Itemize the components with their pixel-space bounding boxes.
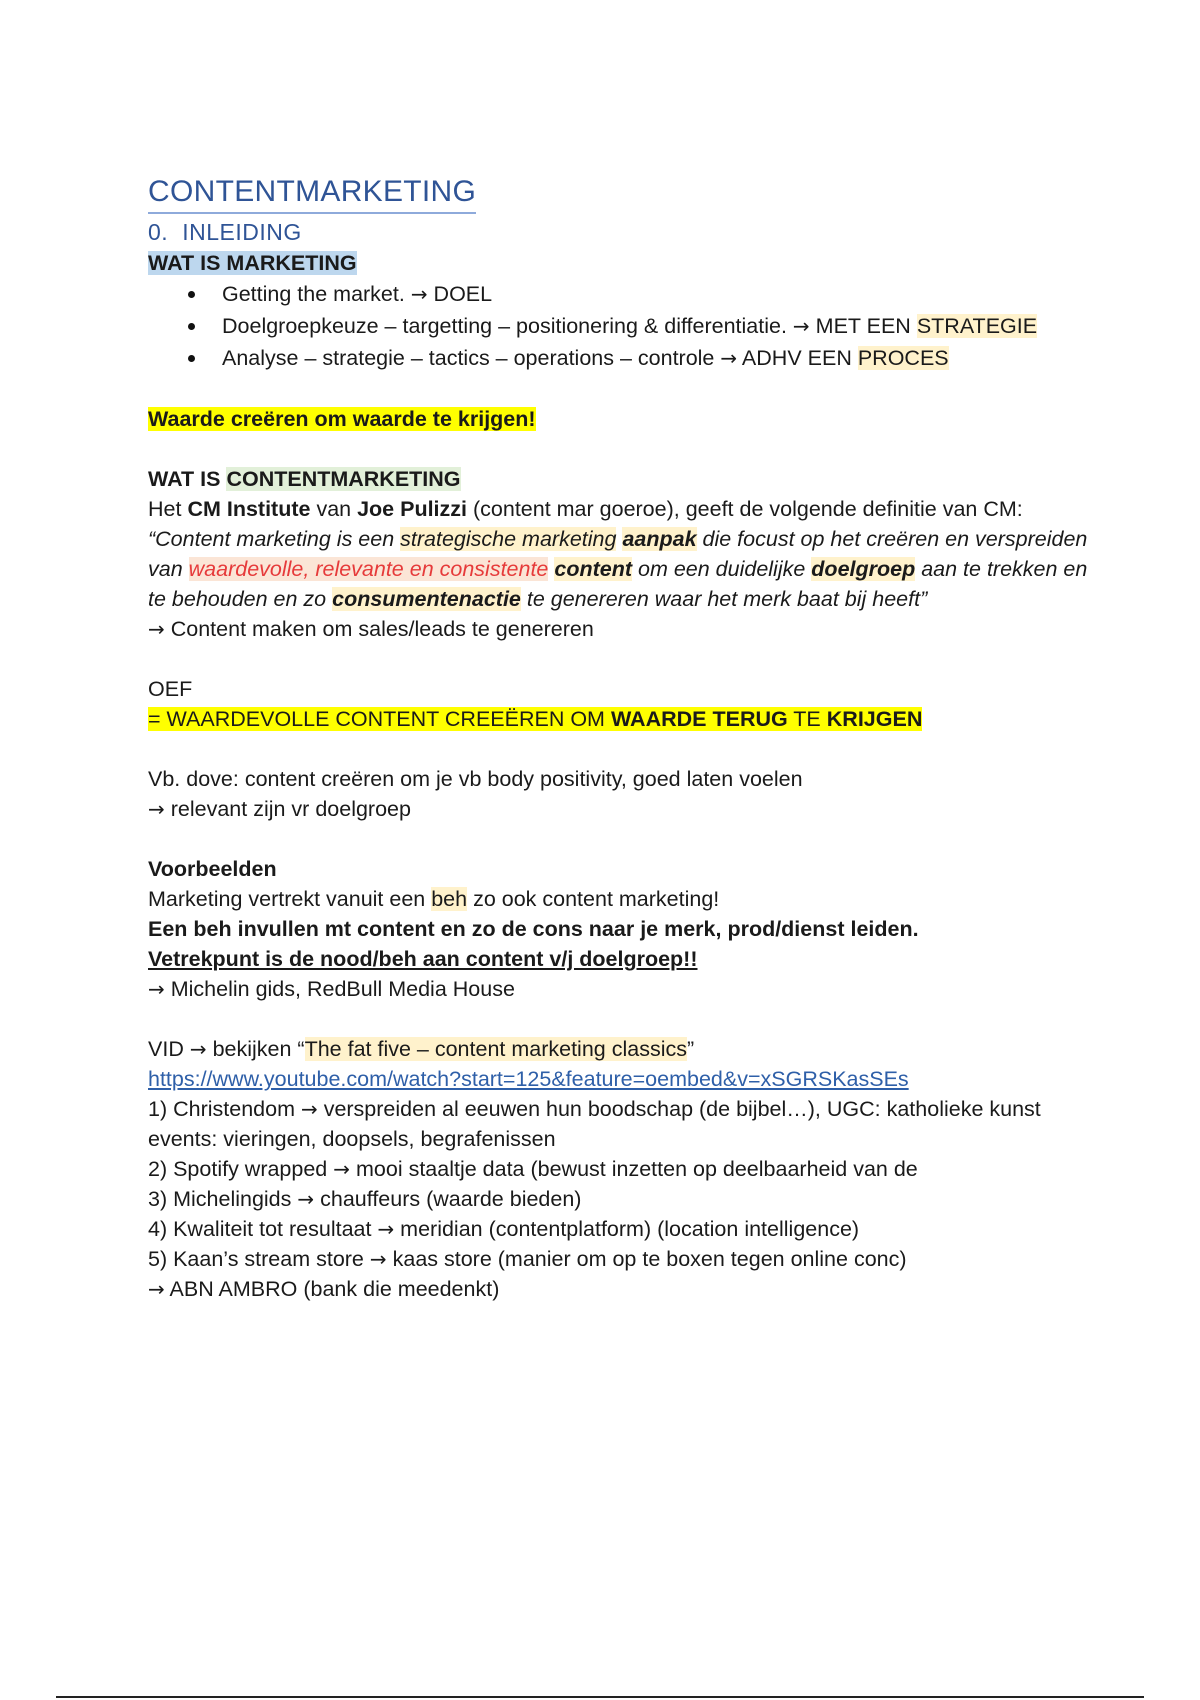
bullet-tail: DOEL — [427, 282, 493, 306]
vid-title-highlight: The fat five – content marketing classics — [304, 1037, 687, 1061]
arrow-icon: → — [377, 1217, 395, 1241]
intro-text: (content mar goeroe), geeft de volgende definitie van CM: — [467, 497, 1023, 521]
oef-text: TE — [787, 707, 827, 731]
arrow-icon: → — [297, 1187, 315, 1211]
quote-text: om een duidelijke — [632, 557, 812, 581]
item-label: 2) Spotify wrapped — [148, 1157, 334, 1181]
marketing-heading-text: WAT IS MARKETING — [148, 251, 357, 275]
vid-text: ” — [687, 1037, 695, 1061]
quote-highlight: content — [554, 557, 633, 581]
arrow-icon: → — [148, 977, 165, 1001]
quote-text: te genereren waar het merk baat bij heeft” — [520, 587, 928, 611]
examples-brands — [148, 974, 1098, 1004]
quote-highlight: aanpak — [622, 527, 697, 551]
intro-bold: Joe Pulizzi — [357, 497, 468, 521]
quote-text: aan te trekken en te behouden en zo — [148, 557, 1088, 611]
vid-text: bekijken “ — [206, 1037, 305, 1061]
arrow-icon: → — [792, 314, 810, 338]
item-label: 3) Michelingids — [148, 1187, 298, 1211]
list-item — [148, 1094, 1098, 1154]
arrow-icon: → — [333, 1157, 351, 1181]
item-label: 1) Christendom — [148, 1097, 301, 1121]
intro-text: Het — [148, 497, 188, 521]
arrow-icon: → — [410, 282, 428, 306]
quote-text: “Content marketing is een — [148, 527, 401, 551]
examples-brands-text: Michelin gids, RedBull Media House — [164, 977, 515, 1001]
arrow-icon: → — [720, 346, 738, 370]
examples-text: zo ook content marketing! — [467, 887, 720, 911]
cm-heading-pre: WAT IS — [148, 467, 227, 491]
oef-bold: WAARDE TERUG — [610, 707, 788, 731]
list-item — [148, 310, 1098, 342]
vid-line — [148, 1034, 1098, 1064]
arrow-icon: → — [369, 1247, 387, 1271]
cm-definition-quote — [148, 524, 1098, 614]
list-item — [148, 1184, 1098, 1214]
bullet-text: Analyse – strategie – tactics – operations – controle — [222, 346, 721, 370]
item-text: mooi staaltje data (bewust inzetten op deelbaarheid van de — [350, 1157, 918, 1181]
tagline-text: Waarde creëren om waarde te krijgen! — [148, 407, 536, 431]
list-item — [148, 1244, 1098, 1274]
item-label: 5) Kaan’s stream store — [148, 1247, 370, 1271]
page-bottom-rule — [56, 1696, 1144, 1698]
examples-line-underlined — [148, 944, 1098, 974]
arrow-icon: → — [148, 617, 165, 641]
quote-red: waardevolle, relevante en consistente — [188, 557, 549, 581]
bullet-highlight: PROCES — [857, 346, 949, 370]
item-text: ABN AMBRO (bank die meedenkt) — [164, 1277, 500, 1301]
intro-text: van — [310, 497, 358, 521]
bullet-tail: MET EEN — [809, 314, 917, 338]
arrow-icon: → — [300, 1097, 318, 1121]
item-text: chauffeurs (waarde bieden) — [314, 1187, 582, 1211]
arrow-icon: → — [189, 1037, 207, 1061]
dove-result-text: relevant zijn vr doelgroep — [164, 797, 411, 821]
marketing-bullet-list — [148, 278, 1098, 374]
bullet-text: Doelgroepkeuze – targetting – positionering & differentiatie. — [222, 314, 793, 338]
arrow-icon: → — [148, 1277, 165, 1301]
cm-heading-highlight: CONTENTMARKETING — [226, 467, 461, 491]
examples-underline-text: Vetrekpunt is de nood/beh aan content v/j doelgroep!! — [148, 947, 698, 971]
item-text: meridian (contentplatform) (location intelligence) — [394, 1217, 860, 1241]
oef-text: = WAARDEVOLLE CONTENT CREEËREN OM — [148, 707, 611, 731]
youtube-link[interactable]: https://www.youtube.com/watch?start=125&feature=oembed&v=xSGRSKasSEs — [148, 1067, 909, 1091]
quote-highlight: doelgroep — [811, 557, 916, 581]
section-number: 0. — [148, 219, 169, 245]
document-page — [148, 172, 1098, 1304]
list-item — [148, 342, 1098, 374]
marketing-heading — [148, 248, 1098, 278]
video-link-line — [148, 1064, 1098, 1094]
bullet-text: Getting the market. — [222, 282, 411, 306]
arrow-icon: → — [148, 797, 165, 821]
document-title: CONTENTMARKETING — [148, 172, 476, 214]
item-text: kaas store (manier om op te boxen tegen online conc) — [386, 1247, 907, 1271]
intro-bold: CM Institute — [187, 497, 311, 521]
cm-result-text: Content maken om sales/leads te genereren — [164, 617, 594, 641]
list-item — [148, 1154, 1098, 1184]
item-text: verspreiden al eeuwen hun boodschap (de bijbel…), UGC: katholieke kunst events: vieringen, doopsels, begrafenissen — [148, 1097, 1041, 1151]
oef-statement — [148, 704, 1098, 734]
dove-result — [148, 794, 1098, 824]
section-label: INLEIDING — [182, 219, 302, 245]
quote-text: die focust op het creëren en verspreiden van — [148, 527, 1088, 581]
list-item — [148, 278, 1098, 310]
bullet-tail: ADHV EEN — [737, 346, 858, 370]
quote-highlight: strategische marketing — [400, 527, 617, 551]
examples-line-bold: Een beh invullen mt content en zo de cons naar je merk, prod/dienst leiden. — [148, 917, 919, 941]
tagline — [148, 404, 1098, 434]
examples-highlight: beh — [431, 887, 468, 911]
examples-line — [148, 884, 1098, 914]
item-label: 4) Kwaliteit tot resultaat — [148, 1217, 378, 1241]
bullet-highlight: STRATEGIE — [916, 314, 1038, 338]
examples-text: Marketing vertrekt vanuit een — [148, 887, 432, 911]
quote-highlight: consumentenactie — [332, 587, 521, 611]
cm-intro — [148, 494, 1098, 524]
examples-heading: Voorbeelden — [148, 857, 277, 881]
section-heading — [148, 216, 1098, 248]
vid-text: VID — [148, 1037, 190, 1061]
oef-label: OEF — [148, 677, 193, 701]
list-item — [148, 1214, 1098, 1244]
cm-result — [148, 614, 1098, 644]
list-item — [148, 1274, 1098, 1304]
dove-example: Vb. dove: content creëren om je vb body positivity, goed laten voelen — [148, 767, 803, 791]
cm-heading — [148, 464, 1098, 494]
oef-bold: KRIJGEN — [826, 707, 923, 731]
